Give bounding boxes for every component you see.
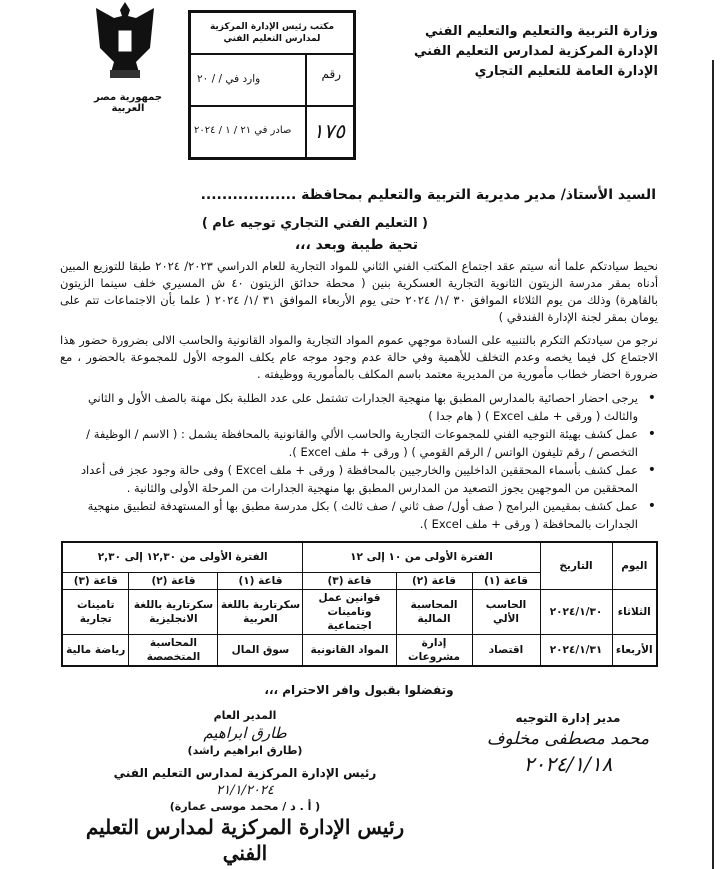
- subject: ( التعليم الفني التجاري توجيه عام ): [201, 216, 428, 231]
- left-signer-name: (طارق ابراهيم راشد): [187, 743, 303, 757]
- paragraph-meeting: نحيط سيادتكم علما أنه سيتم عقد اجتماع المكتب الفني الثاني للمواد التجارية للعام الدراسي ٢٠٢٣/ ٢٠٢٤ طبقا للتوزيع المبين أدناه بمقر مدرسة الزيتون الثانوية التجارية العسكرية بنين ( محطة حدائق الزيتون ٤٠ ش المسيري خلف سينما الزيتون بالقاهرة) وذلك من يوم الثلاثاء الموافق ٣٠ /١/ ٢٠٢٤ حتى يوم الأربعاء الموافق ٣١ /١/ ٢٠٢٤ ( علما بأن الاجتماعات تتم على يومان بمقر لجنة الإدارة الفندقي ): [60, 259, 659, 324]
- page-edge: [712, 60, 714, 869]
- closing: وتفضلوا بقبول وافر الاحترام ،،،: [264, 682, 454, 697]
- header-hall: قاعة (٣): [62, 572, 129, 589]
- right-signature-date: ٢٠٢٤/١/١٨: [523, 751, 613, 776]
- paragraph-attendance: نرجو من سيادتكم التكرم بالتنبيه على السادة موجهي عموم المواد التجارية والمواد القانونية والحاسب الالى بضرورة حضور هذا الاجتماع كل فيما يخصه وعدم التخلف للأهمية وفي حالة عدم وجود موجه عام يكلف الموجه الأول للمجموعة بالحضور ، مع ضرورة احضار خطاب مأمورية من المديرية معتمد باسم المكلف بالمأمورية ووظيفته .: [60, 333, 658, 381]
- list-item: • يرجى احضار احصائية بالمدارس المطبق بها منهجية الجدارات تشتمل على عدد الطلبة بكل مهنة بالصف الأول و الثاني والثالث ( ورقى + ملف Excel ) ( هام جدا ): [60, 389, 658, 425]
- country-name: جمهورية مصر العربية: [93, 92, 163, 114]
- greeting: تحية طيبة وبعد ،،،: [294, 237, 418, 253]
- header-hall: قاعة (٢): [129, 572, 218, 589]
- header-period-1: الفترة الأولى من ١٠ إلى ١٢: [303, 542, 540, 572]
- official-stamp-text: رئيس الإدارة المركزية لمدارس التعليم الفني: [85, 814, 405, 865]
- salutation: السيد الأستاذ/ مدير مديرية التربية والتعليم بمحافظة ..................: [200, 187, 656, 203]
- left-signer-title: المدير العام: [213, 708, 277, 722]
- table-row: الأربعاء ٢٠٢٤/١/٣١ اقتصاد إدارة مشروعات المواد القانونية سوق المال المحاسبة المتخصصة رياضة مالية: [62, 634, 657, 666]
- table-row: الثلاثاء ٢٠٢٤/١/٣٠ الحاسب الألي المحاسبة المالية قوانين عمل وتامينات اجتماعية سكرتارية باللغة العربية سكرتارية باللغة الانجليزية تامينات تجارية: [62, 589, 657, 634]
- left-signature-date: ٢١/١/٢٠٢٤: [216, 782, 274, 798]
- requirements-list: [60, 389, 658, 533]
- ministry-header: وزارة التربية والتعليم والتعليم الفني الإدارة المركزية لمدارس التعليم الفني الإدارة العامة للتعليم التجاري: [413, 24, 658, 79]
- left-signature-block: [80, 709, 410, 866]
- header-period-2: الفترة الأولى من ١٢,٣٠ إلى ٢,٣٠: [62, 542, 303, 572]
- registry-stamp: مكتب رئيس الإدارة المركزية لمدارس التعليم الفني رقم ١٧٥ وارد في / / ٢٠ صادر في ٢١ / ١ / ٢٠٢٤: [188, 10, 356, 160]
- left-signer-title-2: رئيس الإدارة المركزية لمدارس التعليم الفني: [113, 765, 377, 780]
- right-signature: محمد مصطفى مخلوف: [486, 728, 650, 749]
- list-item: • عمل كشف بهيئة التوجيه الفني للمجموعات التجارية والحاسب الألي والقانونية بالمحافظة يشمل : ( الاسم / الوظيفة / التخصص / رقم تليفون الواتس / الرقم القومي ) ( ورقى + ملف Excel ).: [60, 425, 658, 461]
- header-date: التاريخ: [540, 542, 612, 589]
- signature-area: [60, 709, 658, 866]
- header-hall: قاعة (١): [472, 572, 540, 589]
- left-signer-name-2: ( أ . د / محمد موسى عمارة): [169, 799, 321, 813]
- header-day: اليوم: [612, 542, 657, 589]
- list-item: • عمل كشف بمقيمين البرامج ( صف أول/ صف ثاني / صف ثالث ) بكل مدرسة مطبق بها أو المستهدفة لتطبيق منهجية الجدارات بالمحافظة ( ورقى + ملف Excel ).: [60, 497, 658, 533]
- schedule-table: [61, 541, 658, 667]
- eagle-emblem-icon: [92, 0, 158, 88]
- header-hall: قاعة (٢): [396, 572, 472, 589]
- right-signer-title: مدير إدارة التوجيه: [515, 710, 621, 725]
- header-hall: قاعة (١): [218, 572, 303, 589]
- header-hall: قاعة (٣): [303, 572, 396, 589]
- right-signature-block: [478, 709, 658, 866]
- left-signature: طارق ابراهيم: [203, 723, 287, 742]
- letter-body: [60, 184, 658, 866]
- list-item: • عمل كشف بأسماء المحققين الداخليين والخارجيين بالمحافظة ( ورقى + ملف Excel ) وفى حالة وجود عجز فى أعداد المحققين من الموجهين يجوز التصعيد من المدارس المطبق بها منهجية الجدارات من المرحلة الأولى والثانية .: [60, 461, 658, 497]
